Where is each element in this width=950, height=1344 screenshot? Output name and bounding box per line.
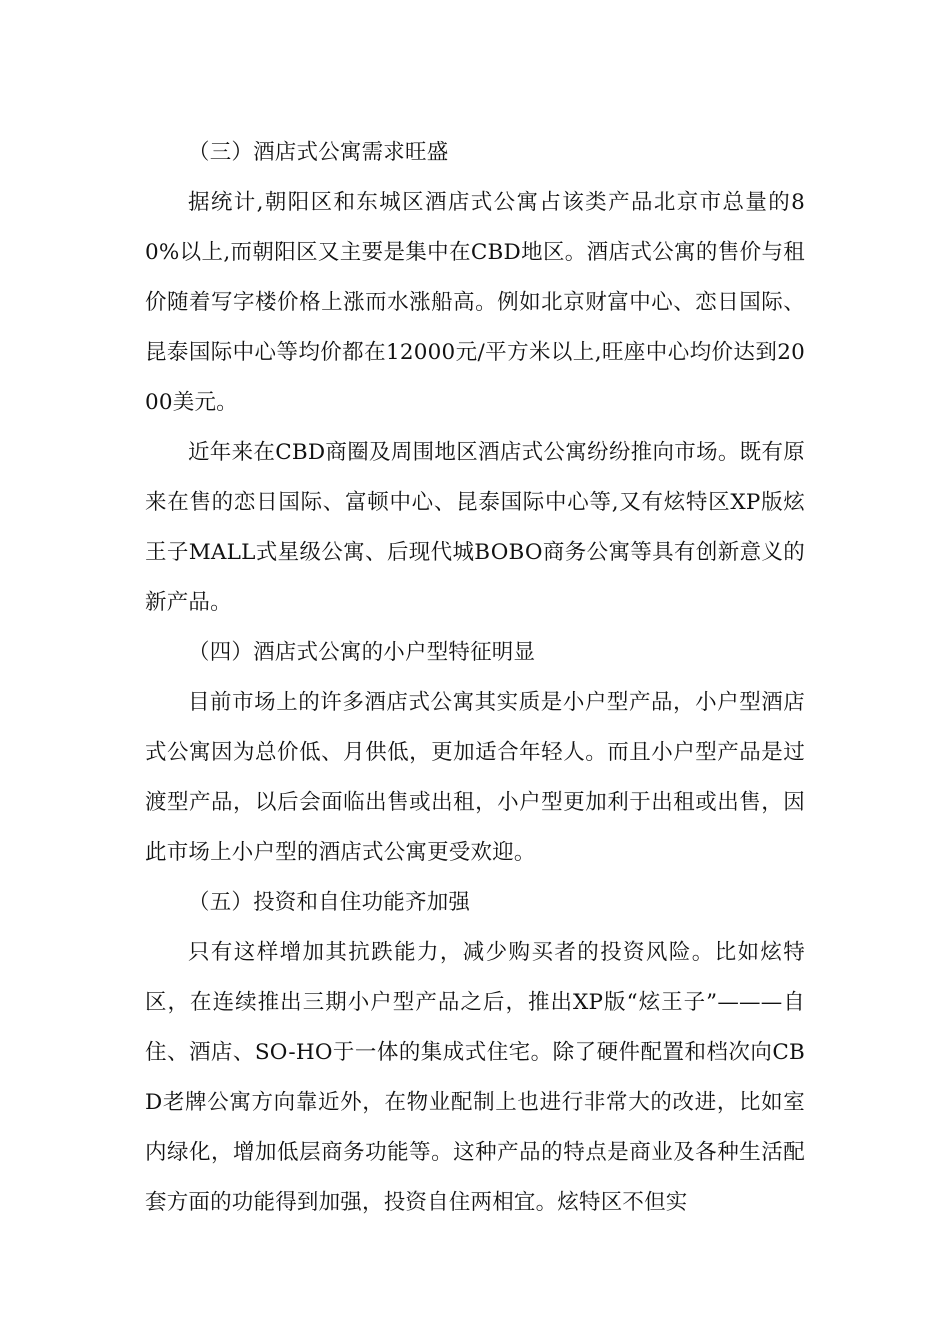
section-heading-3: （三）酒店式公寓需求旺盛 bbox=[188, 140, 449, 165]
document-body bbox=[145, 128, 805, 1228]
paragraph-statistics: 据统计,朝阳区和东城区酒店式公寓占该类产品北京市总量的80%以上,而朝阳区又主要是集中在CBD地区。酒店式公寓的售价与租价随着写字楼价格上涨而水涨船高。例如北京财富中心、恋日国际、昆泰国际中心等均价都在12000元/平方米以上,旺座中心均价达到2000美元。 bbox=[145, 190, 805, 415]
section-heading-5: （五）投资和自住功能齐加强 bbox=[188, 890, 471, 915]
paragraph-small-units: 目前市场上的许多酒店式公寓其实质是小户型产品，小户型酒店式公寓因为总价低、月供低，更加适合年轻人。而且小户型产品是过渡型产品，以后会面临出售或出租，小户型更加利于出租或出售，因此市场上小户型的酒店式公寓更受欢迎。 bbox=[145, 690, 805, 865]
paragraph-cbd-market: 近年来在CBD商圈及周围地区酒店式公寓纷纷推向市场。既有原来在售的恋日国际、富顿中心、昆泰国际中心等,又有炫特区XP版炫王子MALL式星级公寓、后现代城BOBO商务公寓等具有创新意义的新产品。 bbox=[145, 440, 805, 615]
paragraph-investment: 只有这样增加其抗跌能力，减少购买者的投资风险。比如炫特区，在连续推出三期小户型产品之后，推出XP版“炫王子”———自住、酒店、SO-HO于一体的集成式住宅。除了硬件配置和档次向CBD老牌公寓方向靠近外，在物业配制上也进行非常大的改进，比如室内绿化，增加低层商务功能等。这种产品的特点是商业及各种生活配套方面的功能得到加强，投资自住两相宜。炫特区不但实 bbox=[145, 940, 805, 1215]
section-heading-4: （四）酒店式公寓的小户型特征明显 bbox=[188, 640, 536, 665]
